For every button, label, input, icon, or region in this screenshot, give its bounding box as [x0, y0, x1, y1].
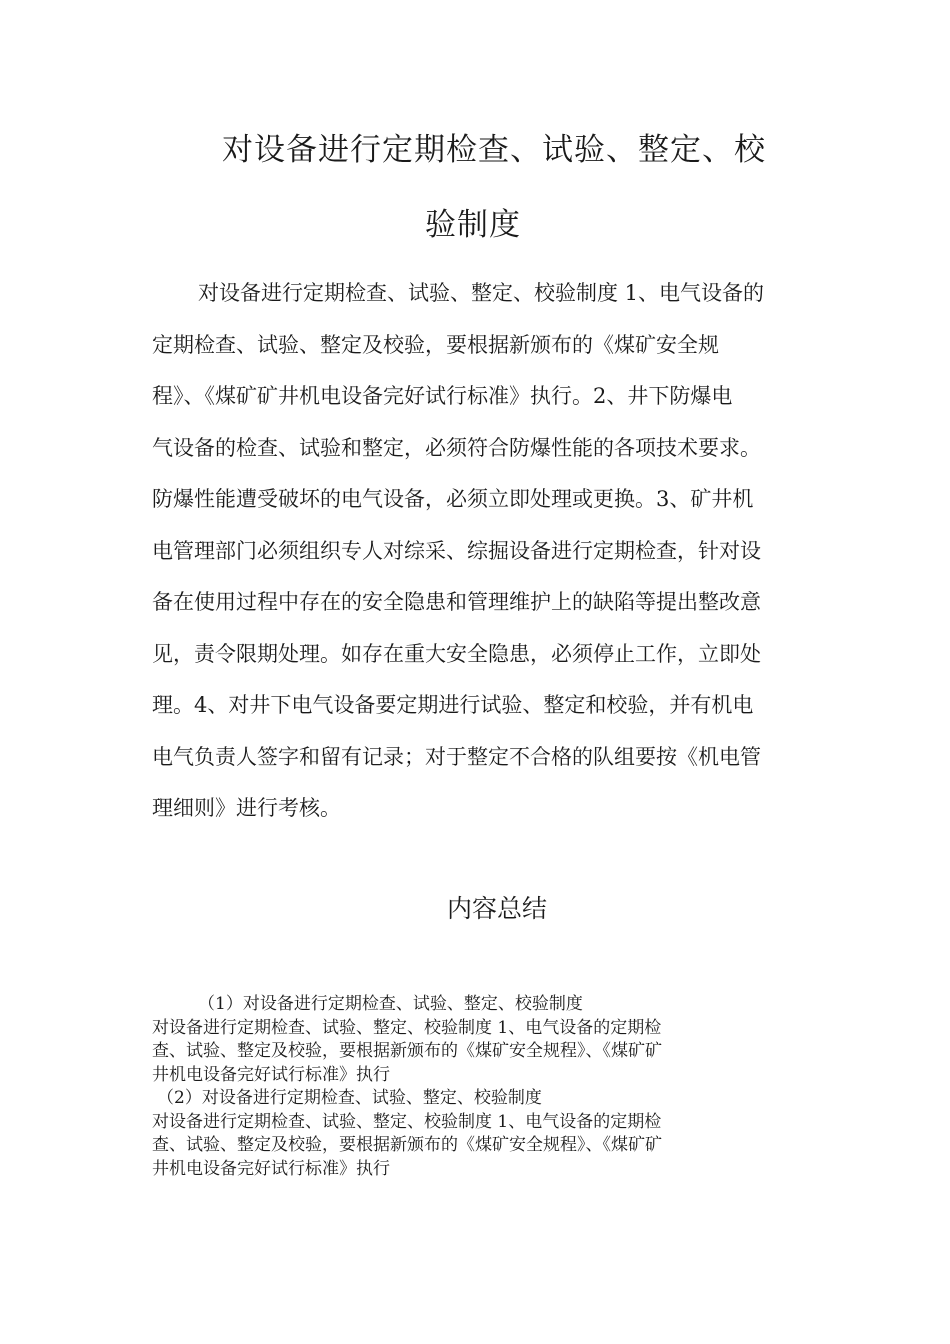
body-line: 备在使用过程中存在的安全隐患和管理维护上的缺陷等提出整改意 — [152, 590, 761, 614]
summary-line: 井机电设备完好试行标准》执行 — [152, 1158, 390, 1179]
body-paragraph — [152, 268, 804, 835]
document-title-line-2: 验制度 — [425, 207, 521, 243]
body-line: 防爆性能遭受破坏的电气设备，必须立即处理或更换。3、矿井机 — [152, 487, 754, 511]
body-line: 对设备进行定期检查、试验、整定、校验制度 1、电气设备的 — [198, 281, 765, 305]
summary-line: 查、试验、整定及校验，要根据新颁布的《煤矿安全规程》、《煤矿矿 — [152, 1135, 662, 1155]
body-line: 理细则》进行考核。 — [152, 796, 341, 820]
body-line: 气设备的检查、试验和整定，必须符合防爆性能的各项技术要求。 — [152, 435, 761, 460]
summary-line: 查、试验、整定及校验，要根据新颁布的《煤矿安全规程》、《煤矿矿 — [152, 1041, 662, 1061]
summary-item-heading: （2）对设备进行定期检查、试验、整定、校验制度 — [157, 1088, 542, 1108]
summary-line: 对设备进行定期检查、试验、整定、校验制度 1、电气设备的定期检 — [152, 1017, 662, 1038]
summary-heading: 内容总结 — [447, 894, 548, 923]
body-line: 电管理部门必须组织专人对综采、综掘设备进行定期检查，针对设 — [152, 538, 761, 563]
summary-line: 对设备进行定期检查、试验、整定、校验制度 1、电气设备的定期检 — [152, 1111, 662, 1132]
summary-item-heading: （1）对设备进行定期检查、试验、整定、校验制度 — [198, 994, 583, 1014]
body-line: 定期检查、试验、整定及校验，要根据新颁布的《煤矿安全规 — [152, 332, 719, 357]
body-line: 电气负责人签字和留有记录；对于整定不合格的队组要按《机电管 — [152, 744, 761, 769]
document-title-line-1: 对设备进行定期检查、试验、整定、校 — [222, 132, 766, 168]
body-line: 理。4、对井下电气设备要定期进行试验、整定和校验，并有机电 — [152, 693, 754, 717]
summary-section — [152, 993, 812, 1181]
body-line: 程》、《煤矿矿井机电设备完好试行标准》执行。2、井下防爆电 — [152, 384, 733, 408]
body-line: 见，责令限期处理。如存在重大安全隐患，必须停止工作，立即处 — [152, 641, 761, 666]
summary-line: 井机电设备完好试行标准》执行 — [152, 1064, 390, 1085]
